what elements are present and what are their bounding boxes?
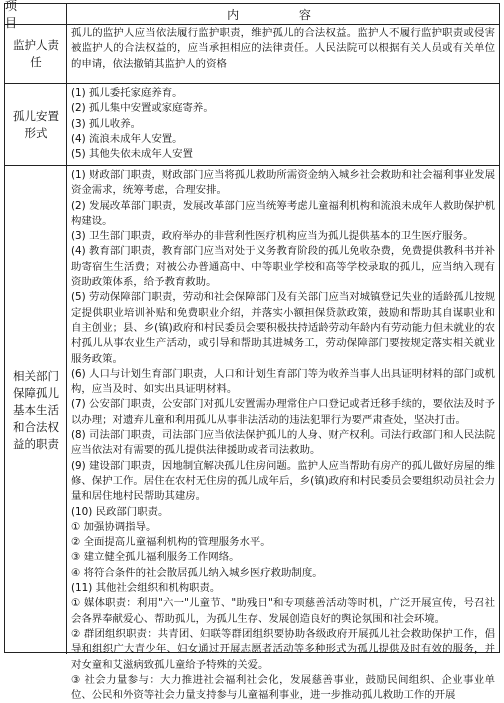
row-text: ④ 将符合条件的社会散居孤儿纳入城乡医疗救助制度。 [71,566,323,579]
row-text: (2) 发展改革部门职责，发展改革部门应当统筹考虑儿童福利机构和流浪未成年人救助保护机构建设。 [71,199,495,227]
row-label: 监护人责任 [13,38,59,69]
row-text: (4) 教育部门职责，教育部门应当对处于义务教育阶段的孤儿免收杂费，免费提供教科书并补助寄宿生生活费；对被公办普通高中、中等职业学校和高等学校录取的孤儿，应当纳入现有资助政策体系，给予教育救助。 [71,245,495,289]
row-text: ③ 建立健全孤儿福利服务工作网络。 [71,551,240,564]
row-text: ③ 社会力量参与：大力推进社会福利社会化，发展慈善事业，鼓励民间组织、企业事业单位、公民和外资等社会力量支持参与儿童福利事业，进一步推动孤儿救助工作的开展 [71,673,495,702]
row-text: (6) 人口与计划生育部门职责，人口和计划生育部门等为收养当事人出具证明材料的部门或机构，应当及时、如实出具证明材料。 [71,367,495,396]
row-text: (3) 孤儿收养。 [71,117,141,130]
table-row [5,84,499,166]
row-text: (9) 建设部门职责，因地制宜解决孤儿住房问题。监护人应当帮助有房产的孤儿做好房屋的维修、保护工作。居住在农村无住房的孤儿成年后，乡(镇)政府和村民委员会要组织动员社会力量和居住地村民帮助其建房。 [71,459,495,503]
row-label: 相关部门保障孤儿基本生活和合法权益的职责 [13,368,59,451]
header-content-label: 内 容 [227,7,339,22]
row-text: 孤儿的监护人应当依法履行监护职责，维护孤儿的合法权益。监护人不履行监护职责或侵害被监护人的合法权益的，应当承担相应的法律责任。人民法院可以根据有关人员或有关单位的申请，依法撤销其监护人的资格 [71,27,495,70]
content-table [4,0,500,702]
row-text: ② 群团组织职责：共青团、妇联等群团组织要协助各级政府开展孤儿社会救助保护工作，倡导和组织广大青少年、妇女通过开展志愿者活动等多种形式为孤儿提供及时有效的服务，并对女童和艾滋病致孤儿童给予特殊的关爱。 [71,627,495,671]
row-content [71,168,495,703]
row-text: (5) 其他失依未成年人安置 [71,148,193,161]
row-text: (7) 公安部门职责，公安部门对孤儿安置需办理常住户口登记或者迁移手续的，要依法及时予以办理；对遗弃儿童和利用孤儿从事非法活动的违法犯罪行为要严肃查处，坚决打击。 [71,398,495,426]
table-row [5,166,499,702]
row-text: (4) 流浪未成年人安置。 [71,132,183,145]
header-item-label: 项 目 [5,0,32,30]
row-text: (8) 司法部门职责，司法部门应当依法保护孤儿的人身、财产权利。司法行政部门和人民法院应当依法对有需要的孤儿提供法律援助或者司法救助。 [71,429,495,457]
row-text: (3) 卫生部门职责，政府举办的非营利性医疗机构应当为孤儿提供基本的卫生医疗服务。 [71,230,474,243]
row-text: (11) 其他社会组织和机构职责。 [71,582,221,595]
row-text: (1) 财政部门职责，财政部门应当将孤儿救助所需资金纳入城乡社会救助和社会福利事业发展资金需求，统筹考虑，合理安排。 [71,169,495,197]
table-row [5,24,499,84]
row-text: ① 媒体职责：利用"六一"儿童节、"助残日"和专项慈善活动等时机，广泛开展宣传，号召社会各界奉献爱心、帮助孤儿，为孤儿生存、发展创造良好的舆论氛围和社会环境。 [71,597,495,625]
row-content [71,26,495,72]
row-text: ① 加强协调指导。 [71,520,157,533]
row-label: 孤儿安置形式 [13,109,59,140]
row-text: ② 全面提高儿童福利机构的管理服务水平。 [71,536,271,549]
row-text: (5) 劳动保障部门职责，劳动和社会保障部门及有关部门应当对城镇登记失业的适龄孤儿按规定提供职业培训补贴和免费职业介绍，并落实小额担保贷款政策，鼓励和帮助其自谋职业和自主创业；县、乡(镇)政府和村民委员会要积极扶持适龄劳动年龄内有劳动能力但未就业的农村孤儿从事农业生产活动，或引导和帮助其进城务工，劳动保障部门要按规定落实相关就业服务政策。 [71,291,495,365]
table-header [5,0,499,30]
row-text: (1) 孤儿委托家庭养育。 [71,87,183,99]
row-content [71,86,495,162]
row-text: (2) 孤儿集中安置或家庭寄养。 [71,102,214,115]
row-text: (10) 民政部门职责。 [71,505,169,518]
